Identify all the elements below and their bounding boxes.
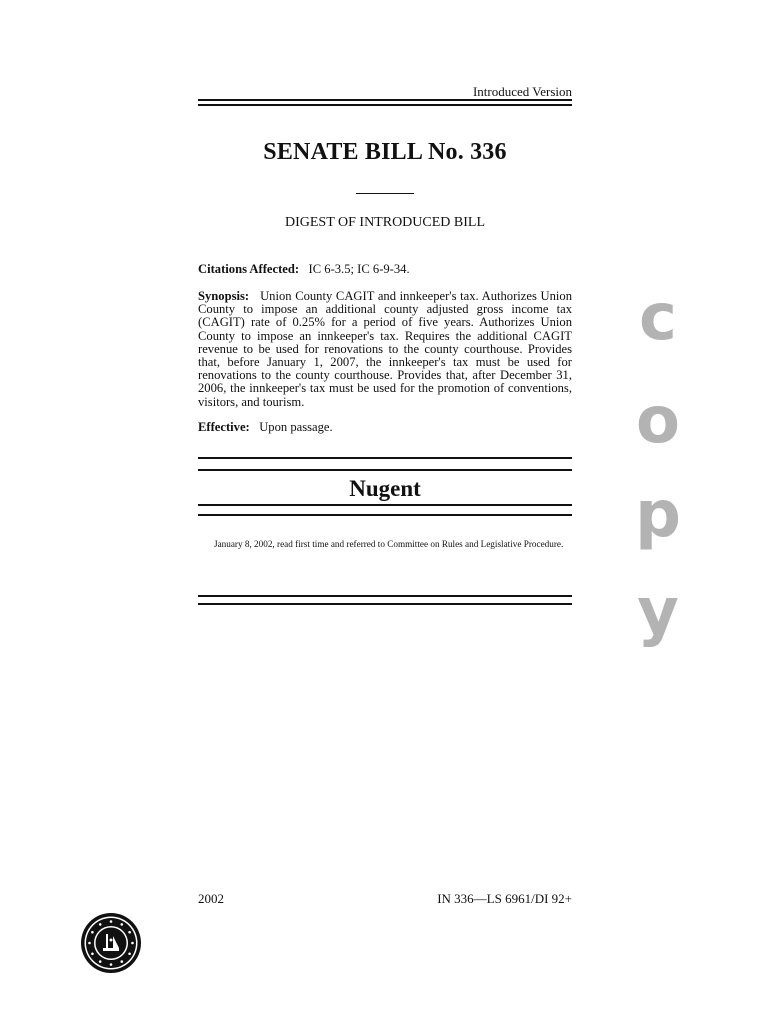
synopsis-label: Synopsis: bbox=[198, 289, 250, 303]
sponsor-name: Nugent bbox=[349, 476, 421, 501]
header-rule-bottom bbox=[198, 104, 572, 106]
citations-label: Citations Affected: bbox=[198, 262, 300, 276]
effective-label: Effective: bbox=[198, 420, 250, 434]
header-rule-top bbox=[198, 99, 572, 101]
bill-title: SENATE BILL No. 336 bbox=[263, 139, 507, 165]
synopsis-text: Union County CAGIT and innkeeper's tax. Authorizes Union County to impose an additional county adjusted gross income tax (CAGIT) rate of 0.25% for a period of five years. Authorizes Union County to impose an innkeeper's tax. Requires the additional CAGIT revenue to be used for renovations to the county courthouse. Provides that, before January 1, 2007, the innkeeper's tax must be used for renovations to the county courthouse. Provides that, after December 31, 2006, the innkeeper's tax must be used for the promotion of conventions, visitors, and tourism. bbox=[198, 289, 572, 409]
legislative-history: January 8, 2002, read first time and referred to Committee on Rules and Legislative Procedure. bbox=[214, 539, 564, 549]
synopsis bbox=[198, 290, 572, 409]
watermark-letter-o: o bbox=[636, 384, 680, 458]
watermark-letter-p: p bbox=[635, 478, 681, 552]
sponsor-rule-3 bbox=[198, 504, 572, 506]
effective-date bbox=[198, 421, 572, 434]
footer-year: 2002 bbox=[198, 891, 224, 906]
bottom-rule-2 bbox=[198, 603, 572, 605]
watermark-letter-c: c bbox=[639, 281, 677, 355]
bottom-rule-1 bbox=[198, 595, 572, 597]
effective-value: Upon passage. bbox=[259, 420, 333, 434]
footer-bill-code: IN 336—LS 6961/DI 92+ bbox=[437, 891, 572, 906]
version-label: Introduced Version bbox=[472, 84, 572, 99]
title-divider bbox=[356, 193, 414, 194]
digest-heading: DIGEST OF INTRODUCED BILL bbox=[284, 215, 485, 230]
watermark-letter-y: y bbox=[637, 575, 679, 649]
state-seal-icon bbox=[80, 912, 142, 974]
sponsor-rule-2 bbox=[198, 469, 572, 471]
sponsor-rule-4 bbox=[198, 514, 572, 516]
sponsor-rule-1 bbox=[198, 457, 572, 459]
citations-affected bbox=[198, 263, 572, 276]
citations-value: IC 6-3.5; IC 6-9-34. bbox=[308, 262, 410, 276]
